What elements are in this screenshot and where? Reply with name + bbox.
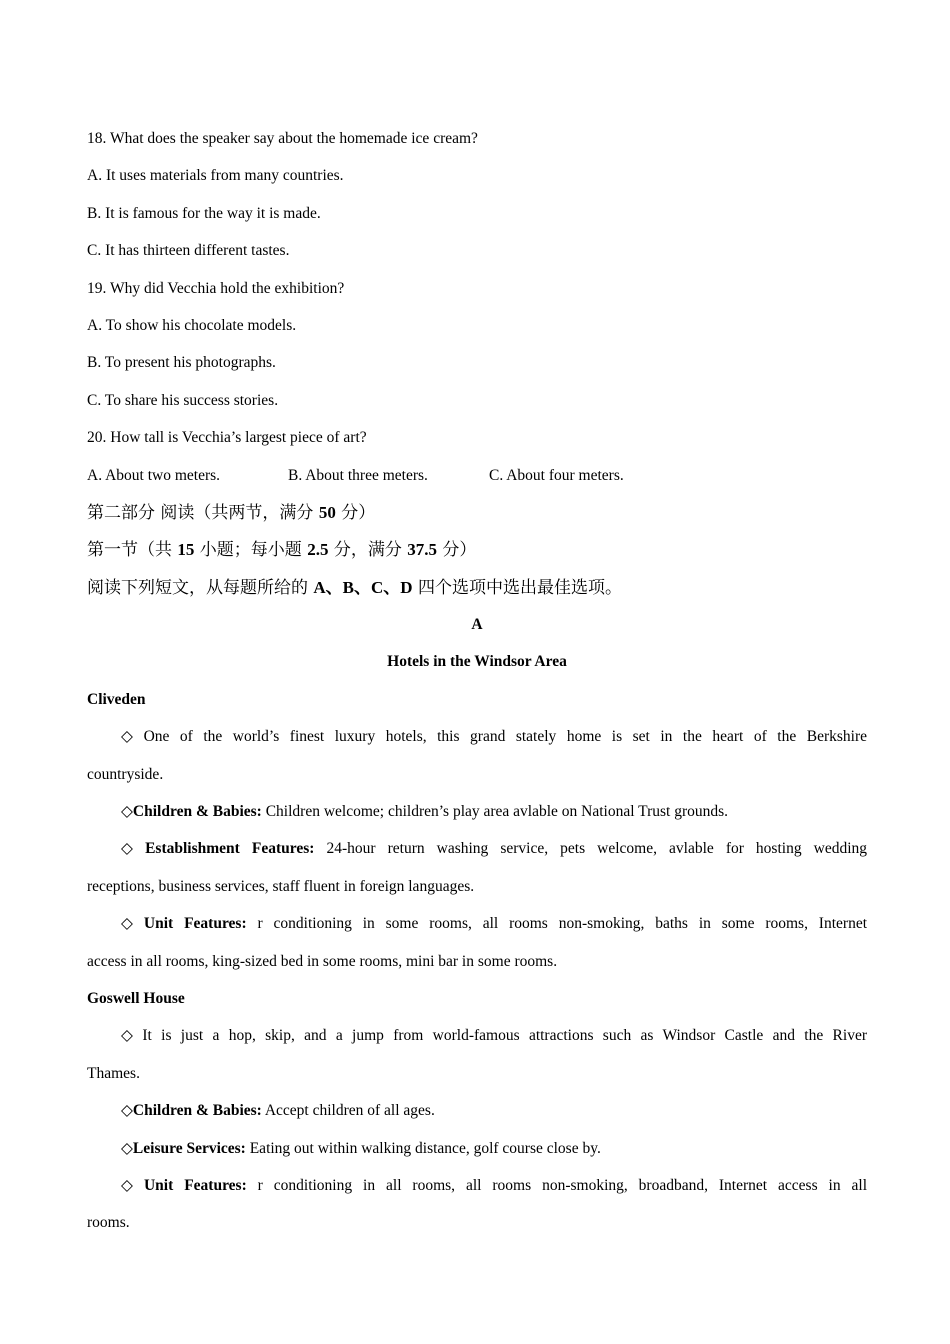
diamond-bullet: ◇ [121, 915, 140, 933]
diamond-bullet: ◇ [121, 728, 140, 746]
q19-option-b: B. To present his photographs. [87, 354, 276, 372]
diamond-bullet: ◇ [121, 840, 142, 858]
cliveden-intro-cont: countryside. [87, 765, 164, 783]
cliveden-establishment-cont: receptions, business services, staff fluent in foreign languages. [87, 877, 475, 895]
q19-option-a: A. To show his chocolate models. [87, 316, 297, 334]
q18-question: 18. What does the speaker say about the homemade ice cream? [87, 130, 478, 147]
cliveden-intro: ◇ One of the world’s finest luxury hotels, this grand stately home is set in the heart of the Berkshire [121, 728, 867, 746]
q18-option-c: C. It has thirteen different tastes. [87, 242, 290, 260]
passage-letter: A [471, 616, 483, 634]
reading-instructions: 阅读下列短文，从每题所给的 A、B、C、D 四个选项中选出最佳选项。 [87, 577, 622, 598]
q20-option-a: A. About two meters. [87, 466, 221, 484]
goswell-children: ◇Children & Babies: Accept children of all ages. [121, 1102, 435, 1120]
q20-question: 20. How tall is Vecchia’s largest piece of art? [87, 429, 367, 447]
hotel-name-goswell: Goswell House [87, 989, 185, 1007]
q18-option-b: B. It is famous for the way it is made. [87, 204, 321, 222]
cliveden-unit: ◇ Unit Features: r conditioning in some rooms, all rooms non-smoking, baths in some rooms, Internet [121, 915, 868, 933]
part-two-heading: 第二部分 阅读（共两节，满分 50 分） [87, 502, 376, 523]
diamond-bullet: ◇ [121, 1027, 139, 1045]
section-one-heading: 第一节（共 15 小题；每小题 2.5 分，满分 37.5 分） [87, 540, 477, 561]
hotel-name-cliveden: Cliveden [87, 690, 146, 708]
passage-title: Hotels in the Windsor Area [387, 653, 567, 671]
goswell-intro-cont: Thames. [87, 1064, 140, 1082]
exam-page [87, 120, 867, 1242]
goswell-intro: ◇ It is just a hop, skip, and a jump from world-famous attractions such as Windsor Castle and the River [121, 1027, 867, 1045]
cliveden-children: ◇Children & Babies: Children welcome; children’s play area avlable on National Trust grounds. [121, 803, 729, 821]
cliveden-unit-cont: access in all rooms, king-sized bed in some rooms, mini bar in some rooms. [87, 952, 558, 970]
diamond-bullet: ◇ [121, 1176, 140, 1194]
diamond-bullet: ◇ [121, 1102, 133, 1120]
diamond-bullet: ◇ [121, 803, 133, 821]
diamond-bullet: ◇ [121, 1139, 133, 1157]
goswell-unit: ◇ Unit Features: r conditioning in all rooms, all rooms non-smoking, broadband, Internet access in all [121, 1176, 867, 1194]
q19-option-c: C. To share his success stories. [87, 391, 279, 409]
goswell-unit-cont: rooms. [87, 1214, 130, 1232]
q20-options [87, 457, 867, 494]
q19-question: 19. Why did Vecchia hold the exhibition? [87, 279, 345, 297]
q20-option-c: C. About four meters. [489, 466, 624, 484]
q18-option-a: A. It uses materials from many countries. [87, 167, 344, 185]
goswell-leisure: ◇Leisure Services: Eating out within walking distance, golf course close by. [121, 1139, 601, 1157]
q20-option-b: B. About three meters. [288, 466, 428, 484]
cliveden-establishment: ◇ Establishment Features: 24-hour return washing service, pets welcome, avlable for hosting wedding [121, 840, 867, 858]
